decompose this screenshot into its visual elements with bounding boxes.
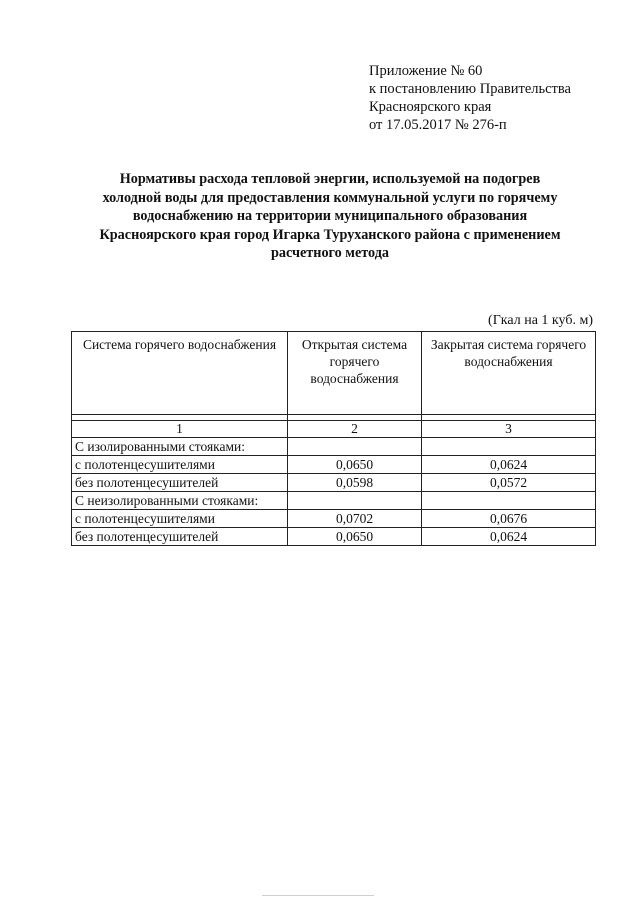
column-number-row: [72, 421, 596, 438]
column-number: 1: [72, 421, 288, 438]
table-row: [72, 528, 596, 546]
table-row: [72, 510, 596, 528]
norms-table: [71, 331, 596, 546]
row-label: без полотенцесушителей: [72, 474, 288, 492]
closed-value: [422, 438, 596, 456]
table-row: [72, 438, 596, 456]
header-closed-system: Закрытая система горячего водоснабжения: [422, 332, 596, 415]
closed-value: 0,0624: [422, 528, 596, 546]
open-value: 0,0598: [288, 474, 422, 492]
table-row: [72, 492, 596, 510]
title-line-3: водоснабжению на территории муниципального образования: [132, 208, 528, 224]
closed-value: [422, 492, 596, 510]
title-line-4: Красноярского края город Игарка Туруханского района с применением: [99, 226, 561, 243]
open-value: [288, 438, 422, 456]
table-row: [72, 474, 596, 492]
title-line-2: холодной воды для предоставления коммунальной услуги по горячему: [102, 189, 558, 206]
appendix-resolution: к постановлению Правительства: [369, 81, 571, 97]
title-line-1: Нормативы расхода тепловой энергии, используемой на подогрев: [119, 171, 541, 187]
scan-edge-mark: [262, 895, 374, 904]
appendix-region: Красноярского края: [369, 99, 492, 115]
open-value: 0,0650: [288, 528, 422, 546]
document-title: [60, 170, 600, 263]
appendix-date: от 17.05.2017 № 276-п: [369, 117, 507, 133]
header-system: Система горячего водоснабжения: [72, 332, 288, 415]
row-label: с полотенцесушителями: [72, 456, 288, 474]
open-value: 0,0702: [288, 510, 422, 528]
open-value: 0,0650: [288, 456, 422, 474]
title-line-5: расчетного метода: [271, 245, 389, 261]
closed-value: 0,0676: [422, 510, 596, 528]
table-row: [72, 456, 596, 474]
closed-value: 0,0624: [422, 456, 596, 474]
closed-value: 0,0572: [422, 474, 596, 492]
open-value: [288, 492, 422, 510]
column-number: 3: [422, 421, 596, 438]
column-number: 2: [288, 421, 422, 438]
table-header-row: [72, 332, 596, 415]
row-label: с полотенцесушителями: [72, 510, 288, 528]
appendix-block: [369, 62, 629, 134]
header-open-system: Открытая система горячего водоснабжения: [288, 332, 422, 415]
row-label: С неизолированными стояками:: [72, 492, 288, 510]
appendix-number: Приложение № 60: [369, 63, 483, 79]
units-label: (Гкал на 1 куб. м): [488, 313, 593, 328]
row-label: без полотенцесушителей: [72, 528, 288, 546]
row-label: С изолированными стояками:: [72, 438, 288, 456]
